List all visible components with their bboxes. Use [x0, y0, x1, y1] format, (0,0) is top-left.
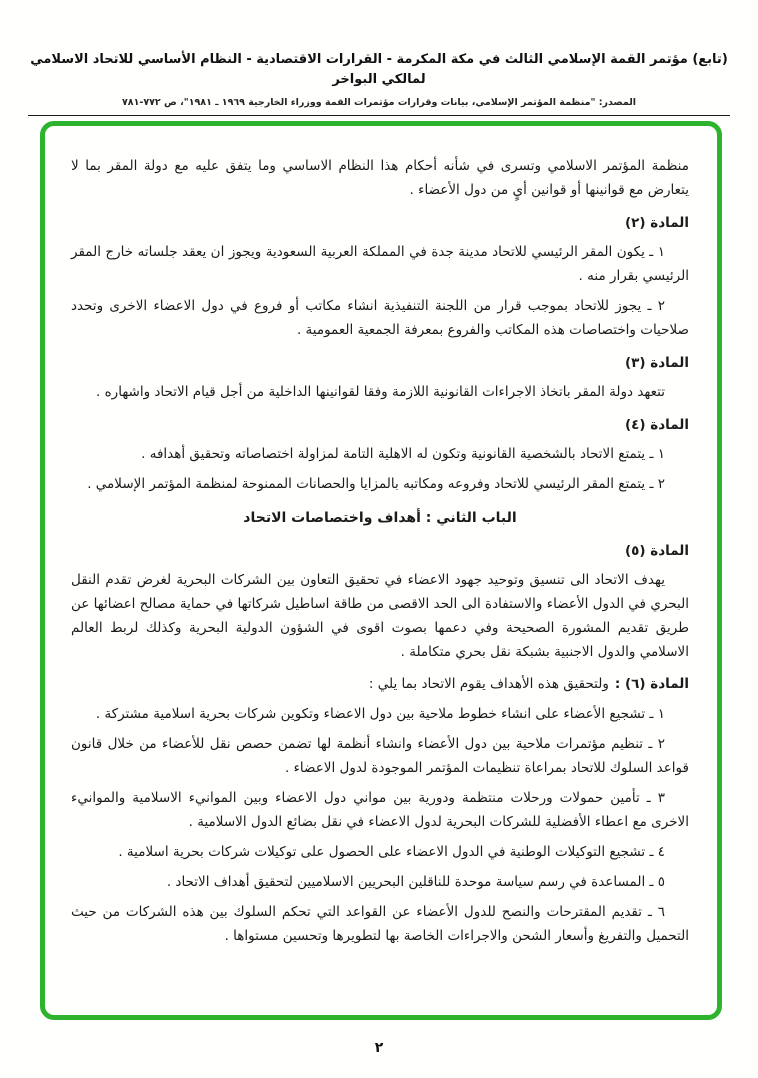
article-6-item-1: ١ ـ تشجيع الأعضاء على انشاء خطوط ملاحية بين دول الاعضاء وتكوين شركات بحرية اسلامية مشتركة .	[95, 706, 665, 722]
article-2-item-2: ٢ ـ يجوز للاتحاد بموجب قرار من اللجنة التنفيذية انشاء مكاتب أو فروع في دول الاعضاء الاخرى وتحدد صلاحيات واختصاصات هذه المكاتب والفروع بمعرفة الجمعية العمومية .	[71, 298, 689, 338]
header-source-line: المصدر: "منظمة المؤتمر الإسلامي، بيانات وقرارات مؤتمرات القمة ووزراء الخارجية ١٩٦٩ ـ ١٩٨١"، ص ٧٧٢-٧٨١	[121, 97, 637, 108]
document-body	[45, 126, 717, 970]
article-6-heading	[71, 672, 689, 696]
article-6-item-2: ٢ ـ تنظيم مؤتمرات ملاحية بين دول الأعضاء وانشاء أنظمة لها تضمن حصص نقل للأعضاء من خلال قانون قواعد السلوك للاتحاد بمراعاة تنظيمات المؤتمر الموجودة لدول الاعضاء .	[71, 736, 689, 776]
content-border-box	[40, 121, 722, 1020]
chapter-2-heading: الباب الثاني : أهداف واختصاصات الاتحاد	[243, 510, 517, 526]
article-3-paragraph: تتعهد دولة المقر باتخاذ الاجراءات القانونية اللازمة وفقا لقوانينها الداخلية من أجل قيام الاتحاد واشهاره .	[96, 384, 665, 400]
article-6-item-6: ٦ ـ تقديم المقترحات والنصح للدول الأعضاء عن القواعد التي تحكم السلوك بين هذه الشركات من حيث التحميل والتفريغ وأسعار الشحن والاجراءات الخاصة بها لتطويرها وتحسين مستواها .	[71, 904, 689, 944]
header-divider	[28, 115, 730, 116]
article-5-heading: المادة (٥)	[624, 543, 689, 559]
article-5-paragraph: يهدف الاتحاد الى تنسيق وتوحيد جهود الاعضاء في تحقيق التعاون بين الشركات البحرية لغرض تقدم النقل البحري في الدول الأعضاء والاستفادة الى الحد الاقصى من طاقة اساطيل شركاتها في حماية مصالح اعضائها عن طريق تقديم المشورة الصحيحة وفي دعمها بصوت اقوى في الشؤون الدولية البحرية وكذلك لربط العالم الاسلامي والدول الاجنبية بشبكة نقل بحري متكاملة .	[71, 572, 689, 660]
article-4-item-2: ٢ ـ يتمتع المقر الرئيسي للاتحاد وفروعه ومكاتبه بالمزايا والحصانات الممنوحة لمنظمة المؤتمر الإسلامي .	[87, 476, 665, 492]
article-2-item-1: ١ ـ يكون المقر الرئيسي للاتحاد مدينة جدة في المملكة العربية السعودية ويجوز ان يعقد جلساته خارج المقر الرئيسي بقرار منه .	[71, 244, 689, 284]
article-4-heading: المادة (٤)	[624, 417, 689, 433]
article-3-heading: المادة (٣)	[624, 355, 689, 371]
continued-paragraph: منظمة المؤتمر الاسلامي وتسرى في شأنه أحكام هذا النظام الاساسي وما يتفق عليه مع دولة المقر بما لا يتعارض مع قوانينها أو قوانين أيٍ من دول الأعضاء .	[71, 158, 689, 198]
article-6-label: المادة (٦) :	[614, 676, 689, 692]
article-6-item-4: ٤ ـ تشجيع التوكيلات الوطنية في الدول الاعضاء على الحصول على توكيلات شركات بحرية اسلامية .	[118, 844, 665, 860]
article-4-item-1: ١ ـ يتمتع الاتحاد بالشخصية القانونية وتكون له الاهلية التامة لمزاولة اختصاصاته وتحقيق أهدافه .	[141, 446, 665, 462]
page-number: ٢	[374, 1040, 384, 1056]
article-6-item-5: ٥ ـ المساعدة في رسم سياسة موحدة للناقلين البحريين الاسلاميين لتحقيق أهداف الاتحاد .	[166, 874, 665, 890]
article-6-intro: ولتحقيق هذه الأهداف يقوم الاتحاد بما يلي :	[368, 676, 609, 692]
header-title: (تابع) مؤتمر القمة الإسلامي الثالث في مكة المكرمة - القرارات الاقتصادية - النظام الأساسي للاتحاد الاسلامي لمالكي البواخر	[30, 52, 728, 87]
page-header	[0, 0, 758, 116]
article-6-item-3: ٣ ـ تأمين حمولات ورحلات منتظمة ودورية بين مواني دول الاعضاء وبين الموانيء الاسلامية والموانيء الاخرى مع اعطاء الأفضلية للشركات البحرية لدول الاعضاء في نقل بضائع الدول الاسلامية .	[71, 790, 689, 830]
article-2-heading: المادة (٢)	[624, 215, 689, 231]
